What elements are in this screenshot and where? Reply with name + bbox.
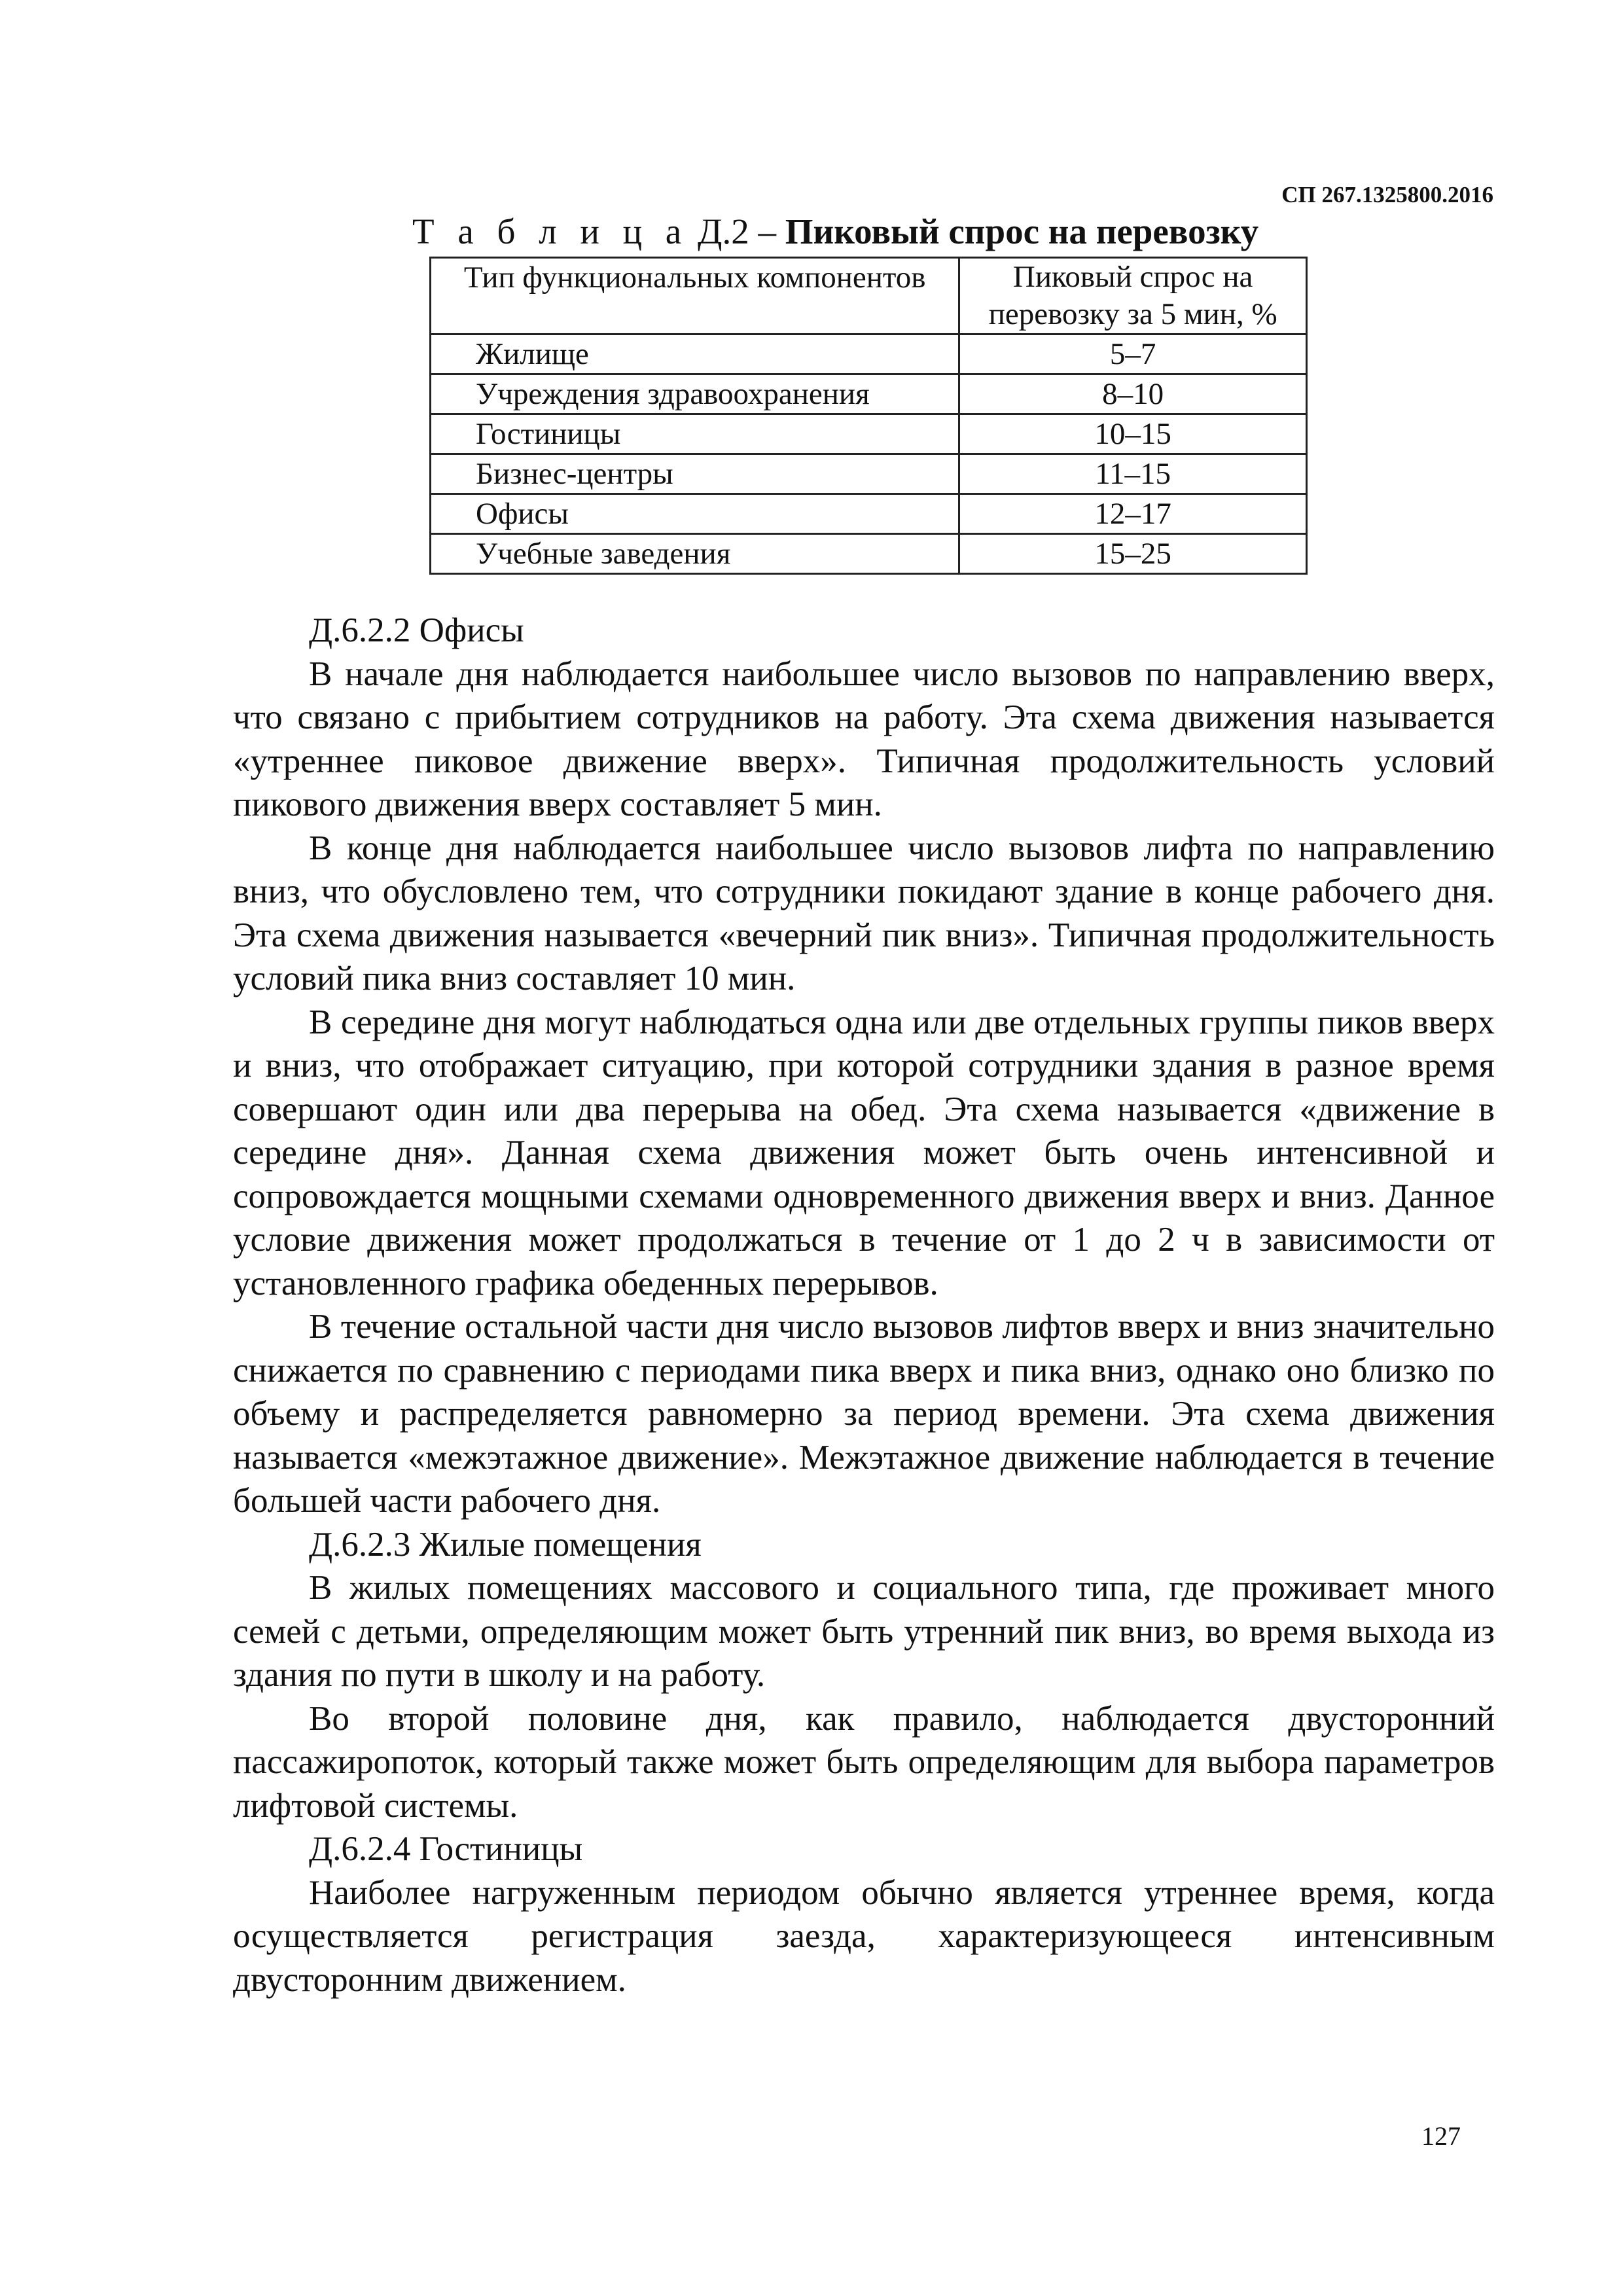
paragraph: Во второй половине дня, как правило, наблюдается двусторонний пассажиропоток, который также может быть определяющим для выбора параметров лифтовой системы. [233, 1699, 1495, 1825]
row-value: 15–25 [959, 534, 1307, 574]
section-heading-offices: Д.6.2.2 Офисы [309, 611, 524, 649]
row-name: Жилище [431, 334, 959, 374]
row-value: 8–10 [959, 374, 1307, 414]
table-header-row [431, 258, 1307, 334]
row-value: 12–17 [959, 494, 1307, 534]
paragraph: В жилых помещениях массового и социального типа, где проживает много семей с детьми, определяющим может быть утренний пик вниз, во время выхода из здания по пути в школу и на работу. [233, 1569, 1495, 1694]
paragraph: В конце дня наблюдается наибольшее число вызовов лифта по направлению вниз, что обусловлено тем, что сотрудники покидают здание в конце рабочего дня. Эта схема движения называется «вечерний пик вниз». Типичная продолжительность условий пика вниз составляет 10 мин. [233, 829, 1495, 997]
paragraph: В течение остальной части дня число вызовов лифтов вверх и вниз значительно снижается по сравнению с периодами пика вверх и пика вниз, однако оно близко по объему и распределяется равномерно за период времени. Эта схема движения называется «межэтажное движение». Межэтажное движение наблюдается в течение большей части рабочего дня. [233, 1308, 1495, 1520]
row-name: Бизнес-центры [431, 454, 959, 494]
row-value: 11–15 [959, 454, 1307, 494]
table-caption-number: Д.2 – [697, 211, 776, 251]
paragraph: В начале дня наблюдается наибольшее число вызовов по направлению вверх, что связано с прибытием сотрудников на работу. Эта схема движения называется «утреннее пиковое движение вверх». Типичная продолжительность условий пикового движения вверх составляет 5 мин. [233, 655, 1495, 823]
row-value: 5–7 [959, 334, 1307, 374]
page-number: 127 [1421, 2121, 1461, 2151]
document-code: СП 267.1325800.2016 [1281, 182, 1493, 207]
table-row [431, 374, 1307, 414]
peak-demand-table [429, 257, 1308, 575]
table-row [431, 494, 1307, 534]
row-name: Учебные заведения [431, 534, 959, 574]
row-name: Гостиницы [431, 414, 959, 454]
row-name: Офисы [431, 494, 959, 534]
column-header-component-type: Тип функциональных компонентов [431, 258, 959, 334]
section-heading-residential: Д.6.2.3 Жилые помещения [309, 1525, 702, 1564]
paragraph: Наиболее нагруженным периодом обычно является утреннее время, когда осуществляется регистрация заезда, характеризующееся интенсивным двусторонним движением. [233, 1873, 1495, 1999]
table-row [431, 534, 1307, 574]
row-name: Учреждения здравоохранения [431, 374, 959, 414]
table-caption-title: Пиковый спрос на перевозку [785, 211, 1259, 251]
row-value: 10–15 [959, 414, 1307, 454]
section-heading-hotels: Д.6.2.4 Гостиницы [309, 1830, 583, 1868]
document-body [233, 609, 1495, 2001]
table-caption [412, 211, 1258, 252]
column-header-peak-demand: Пиковый спрос на перевозку за 5 мин, % [959, 258, 1307, 334]
table-row [431, 454, 1307, 494]
table-row [431, 414, 1307, 454]
paragraph: В середине дня могут наблюдаться одна или две отдельных группы пиков вверх и вниз, что отображает ситуацию, при которой сотрудники здания в разное время совершают один или два перерыва на обед. Эта схема называется «движение в середине дня». Данная схема движения может быть очень интенсивной и сопровождается мощными схемами одновременного движения вверх и вниз. Данное условие движения может продолжаться в течение от 1 до 2 ч в зависимости от установленного графика обеденных перерывов. [233, 1003, 1495, 1302]
table-caption-prefix: Т а б л и ц а [412, 211, 689, 251]
table-row [431, 334, 1307, 374]
